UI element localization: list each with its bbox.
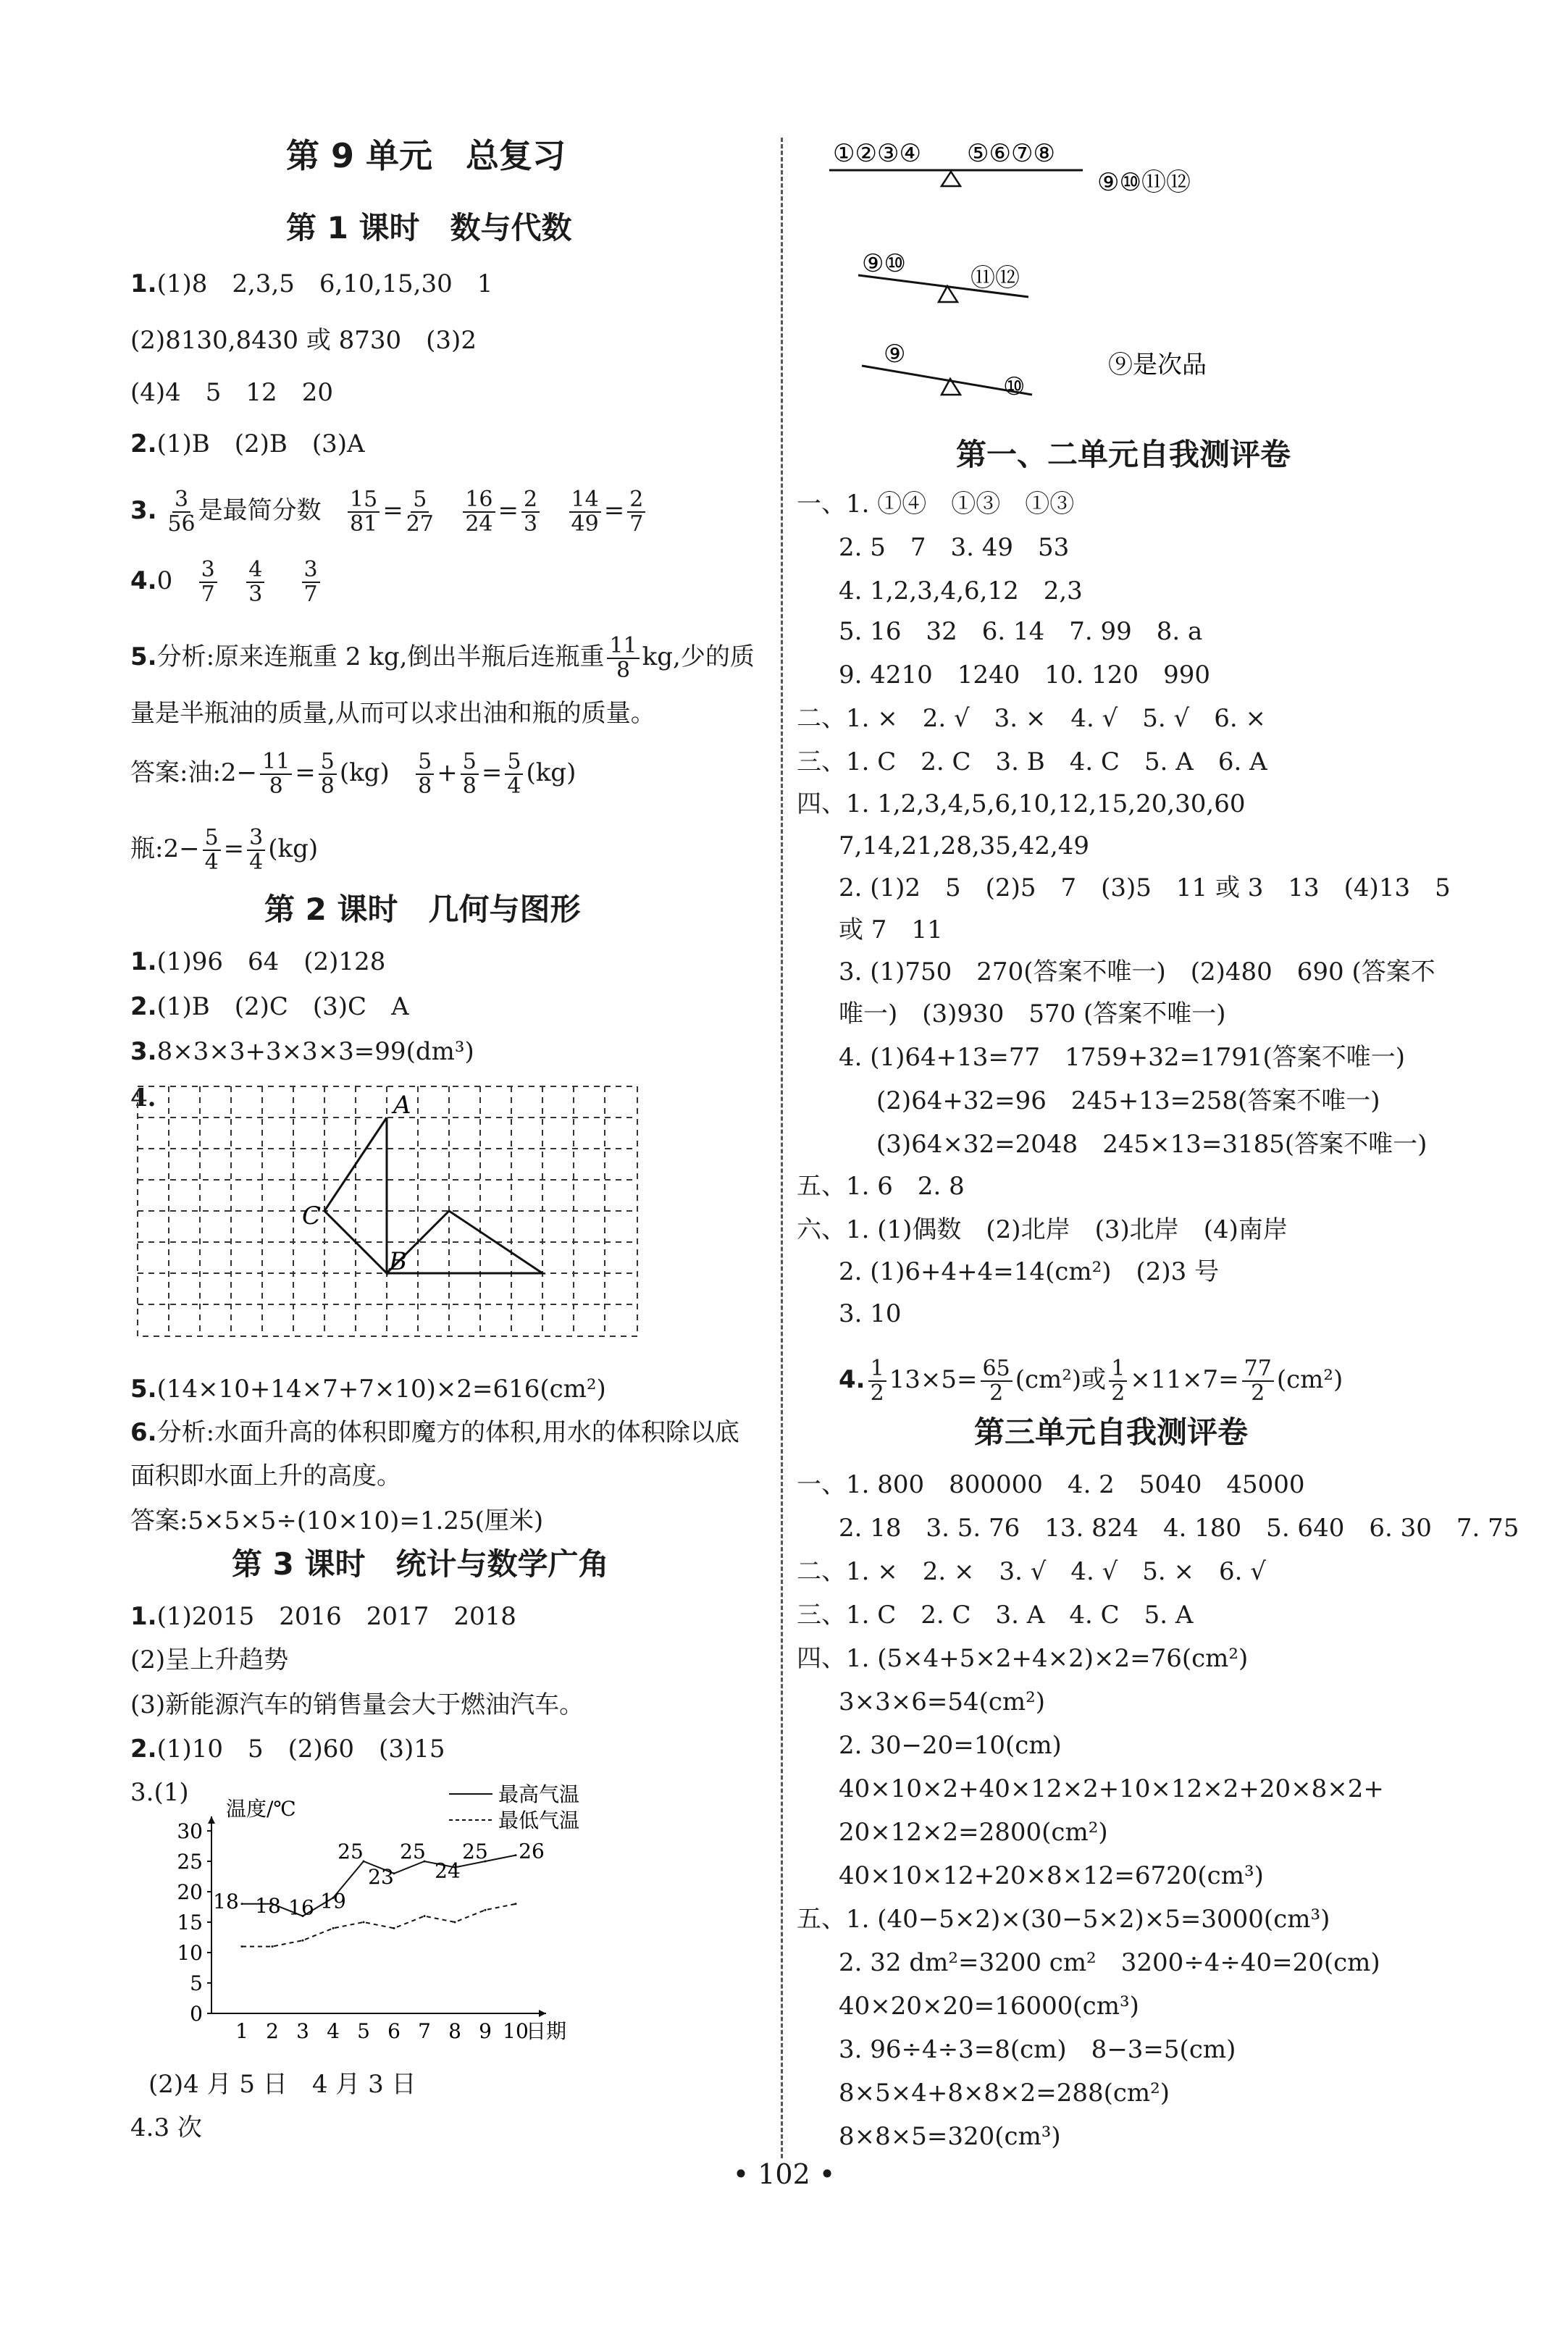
label-a: A: [393, 1091, 411, 1120]
grid-figure: [134, 1083, 742, 1343]
test12-line: 四、1. 1,2,3,4,5,6,10,12,15,20,30,60: [797, 789, 1246, 818]
point-min: [393, 1927, 395, 1929]
figure-shapes: [324, 1118, 542, 1273]
x-axis-arrow: [539, 2010, 546, 2017]
test3-line: 2. 32 dm²=3200 cm² 3200÷4÷40=20(cm): [839, 1948, 1380, 1977]
data-label: 18: [213, 1889, 239, 1913]
l2-q6-a: 6.分析:水面升高的体积即魔方的体积,用水的体积除以底: [130, 1418, 739, 1447]
column-divider: [781, 138, 783, 2158]
test12-line: 2. (1)2 5 (2)5 7 (3)5 11 或 3 13 (4)13 5: [839, 873, 1451, 902]
test3-line: 五、1. (40−5×2)×(30−5×2)×5=3000(cm³): [797, 1905, 1330, 1934]
y-tick-label: 5: [190, 1971, 203, 1995]
l1-q5-answer: 答案:油:2− $\frac{11}{8}$ = $\frac{5}{8}$ (kg) $\frac{5}{8}$ + $\frac{5}{8}$ = $\frac{5}{4}$ (kg): [130, 749, 577, 799]
l1-q5-line2: 量是半瓶油的质量,从而可以求出油和瓶的质量。: [130, 699, 655, 728]
data-label: 16: [288, 1895, 314, 1920]
point-max: [515, 1854, 517, 1856]
l3-q2: 2.(1)10 5 (2)60 (3)15: [130, 1735, 445, 1764]
test12-line: 2. (1)6+4+4=14(cm²) (2)3 号: [839, 1257, 1220, 1286]
point-min: [241, 1945, 243, 1947]
y-tick-label: 30: [177, 1819, 203, 1843]
l2-q6-b: 面积即水面上升的高度。: [130, 1462, 401, 1490]
lesson2-title: 第 2 课时 几何与图形: [264, 892, 581, 927]
test12-line: 一、1. ①④ ①③ ①③: [797, 490, 1075, 519]
data-label: 24: [435, 1858, 461, 1883]
legend-min: 最低气温: [498, 1808, 580, 1832]
legend-max: 最高气温: [498, 1782, 580, 1806]
page-number: • 102 •: [732, 2158, 836, 2190]
data-label: 23: [368, 1864, 394, 1889]
l3-q3-label: 3.(1): [130, 1778, 189, 1807]
l1-q1-b: (2)8130,8430 或 8730 (3)2: [130, 326, 477, 355]
l2-q1: 1.(1)96 64 (2)128: [130, 947, 386, 976]
y-tick-label: 15: [177, 1911, 203, 1934]
x-tick-label: 8: [448, 2019, 461, 2043]
balance2-left: ⑨⑩: [862, 249, 906, 278]
l2-q6-c: 答案:5×5×5÷(10×10)=1.25(厘米): [130, 1506, 544, 1535]
test3-line: 2. 18 3. 5. 76 13. 824 4. 180 5. 640 6. 30 7. 75: [839, 1514, 1519, 1543]
l2-q4-label: 4.: [130, 1083, 156, 1112]
test3-line: 二、1. × 2. × 3. √ 4. √ 5. × 6. √: [797, 1557, 1266, 1586]
balance1-side: ⑨⑩⑪⑫: [1097, 168, 1191, 197]
test3-line: 四、1. (5×4+5×2+4×2)×2=76(cm²): [797, 1644, 1249, 1673]
test12-line: (3)64×32=2048 245×13=3185(答案不唯一): [876, 1130, 1427, 1159]
test12-line: 5. 16 32 6. 14 7. 99 8. a: [839, 617, 1203, 646]
point-min: [515, 1903, 517, 1905]
balance1-right: ⑤⑥⑦⑧: [967, 139, 1055, 168]
balance3-right: ⑩: [1003, 372, 1026, 401]
data-label: 25: [462, 1840, 488, 1863]
test3-line: 3. 96÷4÷3=8(cm) 8−3=5(cm): [839, 2035, 1236, 2064]
test12-line: 3. (1)750 270(答案不唯一) (2)480 690 (答案不: [839, 957, 1435, 986]
point-min: [272, 1945, 274, 1947]
temperature-chart: [159, 1771, 681, 2053]
point-max: [241, 1903, 243, 1905]
point-min: [485, 1909, 487, 1911]
data-label: 26: [519, 1839, 545, 1863]
test12-line: 9. 4210 1240 10. 120 990: [839, 661, 1210, 689]
balance3-left: ⑨: [884, 340, 906, 369]
data-label: 18: [255, 1893, 281, 1918]
l2-q3: 3.8×3×3+3×3×3=99(dm³): [130, 1037, 474, 1066]
l1-q2: 2.(1)B (2)B (3)A: [130, 429, 365, 458]
test3-line: 40×10×12+20×8×12=6720(cm³): [839, 1861, 1264, 1890]
test3-line: 8×8×5=320(cm³): [839, 2122, 1061, 2151]
x-tick-label: 5: [357, 2019, 370, 2043]
y-tick-label: 0: [190, 2002, 203, 2026]
point-min: [332, 1927, 335, 1929]
series-line-min: [242, 1904, 516, 1947]
chart-marks: [177, 1816, 566, 2043]
test12-line: 3. 10: [839, 1299, 902, 1328]
unit-title: 第 9 单元 总复习: [286, 136, 566, 175]
x-tick-label: 2: [266, 2019, 279, 2043]
test12-line: 2. 5 7 3. 49 53: [839, 533, 1070, 562]
test3-line: 2. 30−20=10(cm): [839, 1731, 1062, 1760]
y-axis-arrow: [208, 1816, 215, 1824]
test3-line: 8×5×4+8×8×2=288(cm²): [839, 2079, 1170, 2108]
point-min: [363, 1921, 365, 1924]
point-min: [454, 1921, 456, 1924]
test12-line: 六、1. (1)偶数 (2)北岸 (3)北岸 (4)南岸: [797, 1215, 1288, 1244]
l2-q5: 5.(14×10+14×7+7×10)×2=616(cm²): [130, 1375, 606, 1404]
balance1-fulcrum: [942, 172, 960, 186]
test12-line: 4. (1)64+13=77 1759+32=1791(答案不唯一): [839, 1043, 1405, 1072]
test3-line: 一、1. 800 800000 4. 2 5040 45000: [797, 1470, 1305, 1499]
test12-line: 二、1. × 2. √ 3. × 4. √ 5. √ 6. ×: [797, 704, 1266, 733]
y-tick-label: 10: [177, 1941, 203, 1965]
y-tick-label: 25: [177, 1850, 203, 1874]
test12-line: 三、1. C 2. C 3. B 4. C 5. A 6. A: [797, 747, 1267, 776]
balance2-right: ⑪⑫: [970, 264, 1020, 293]
point-min: [424, 1915, 426, 1917]
l1-q1-c: (4)4 5 12 20: [130, 378, 333, 407]
test12-line: 或 7 11: [839, 915, 943, 944]
test12-line: 4. 1,2,3,4,6,12 2,3: [839, 576, 1083, 605]
balance3-note: ⑨是次品: [1108, 351, 1207, 380]
x-tick-label: 3: [296, 2019, 309, 2043]
l1-q3: 3. $\frac{3}{56}$ 是最简分数 $\frac{15}{81}$ = $\frac{5}{27}$ $\frac{16}{24}$ = $\frac{2}{3}$ $\frac{14}{49}$ = $\frac{2}{7}$: [130, 484, 648, 537]
data-label: 25: [338, 1840, 364, 1863]
y-tick-label: 20: [177, 1880, 203, 1904]
x-tick-label: 6: [387, 2019, 401, 2043]
test12-line: 五、1. 6 2. 8: [797, 1172, 965, 1201]
l3-q3b: (2)4 月 5 日 4 月 3 日: [148, 2070, 416, 2099]
test3-title: 第三单元自我测评卷: [974, 1414, 1249, 1450]
data-label: 25: [400, 1840, 426, 1863]
test12-line: 7,14,21,28,35,42,49: [839, 831, 1090, 860]
point-min: [302, 1940, 304, 1942]
test3-line: 40×20×20=16000(cm³): [839, 1992, 1139, 2021]
balance-diagrams: [811, 134, 1391, 409]
l3-q1-c: (3)新能源汽车的销售量会大于燃油汽车。: [130, 1690, 584, 1719]
x-tick-label: 10: [503, 2019, 529, 2043]
test12-line: 唯一) (3)930 570 (答案不唯一): [839, 999, 1226, 1028]
x-tick-label: 9: [479, 2019, 492, 2043]
l3-q1-a: 1.(1)2015 2016 2017 2018: [130, 1602, 516, 1631]
test3-line: 40×10×2+40×12×2+10×12×2+20×8×2+: [839, 1774, 1384, 1803]
x-tick-label: 7: [418, 2019, 431, 2043]
label-c: C: [302, 1202, 322, 1230]
lesson1-title: 第 1 课时 数与代数: [286, 210, 572, 246]
l1-q5-line1: 5.分析:原来连瓶重 2 kg,倒出半瓶后连瓶重 $\frac{11}{8}$ kg,少的质: [130, 633, 755, 683]
test3-line: 20×12×2=2800(cm²): [839, 1818, 1108, 1847]
l1-q5-bottle: 瓶:2− $\frac{5}{4}$ = $\frac{3}{4}$ (kg): [130, 825, 319, 875]
l3-q4: 4.3 次: [130, 2113, 202, 2142]
test12-title: 第一、二单元自我测评卷: [956, 437, 1291, 472]
test3-line: 三、1. C 2. C 3. A 4. C 5. A: [797, 1601, 1194, 1630]
chart-xlabel: 日期: [526, 2019, 567, 2043]
chart-ylabel: 温度/℃: [226, 1797, 296, 1821]
l2-q2: 2.(1)B (2)C (3)C A: [130, 992, 409, 1021]
balance1-left: ①②③④: [833, 139, 921, 168]
l1-q4: 4.0 $\frac{3}{7}$ $\frac{4}{3}$ $\frac{3}{7}$: [130, 554, 323, 608]
x-tick-label: 1: [235, 2019, 248, 2043]
label-b: B: [389, 1247, 407, 1276]
x-tick-label: 4: [327, 2019, 340, 2043]
t12-q6-4: 4. $\frac{1}{2}$ 13×5= $\frac{65}{2}$ (cm²)或 $\frac{1}{2}$ ×11×7= $\frac{77}{2}$ (cm²): [839, 1356, 1343, 1406]
l1-q1-a: 1.(1)8 2,3,5 6,10,15,30 1: [130, 269, 493, 298]
test12-line: (2)64+32=96 245+13=258(答案不唯一): [876, 1086, 1380, 1115]
l3-q1-b: (2)呈上升趋势: [130, 1645, 289, 1674]
data-label: 19: [320, 1889, 346, 1913]
lesson3-title: 第 3 课时 统计与数学广角: [232, 1546, 609, 1582]
test3-line: 3×3×6=54(cm²): [839, 1687, 1046, 1716]
